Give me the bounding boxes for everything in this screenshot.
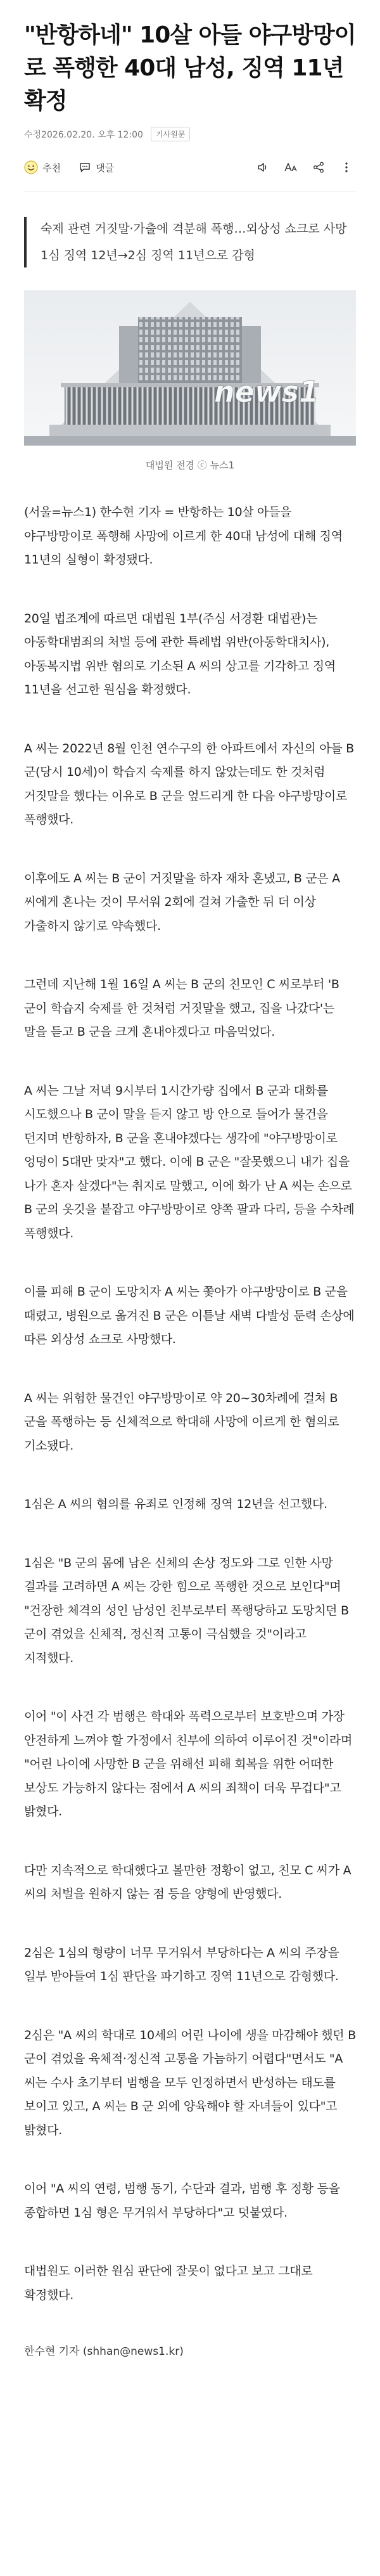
- body-paragraph: A 씨는 위험한 물건인 야구방망이로 약 20~30차례에 걸쳐 B 군을 폭행하는 등 신체적으로 학대해 사망에 이르게 한 혐의로 기소됐다.: [24, 1391, 339, 1453]
- recommend-button[interactable]: [24, 160, 61, 174]
- body-paragraph: A 씨는 그날 저녁 9시부터 1시간가량 집에서 B 군과 대화를 시도했으나 B 군이 말을 듣지 않고 방 안으로 들어가 물건을 던지며 반항하자, B 군을 혼내야겠다는 생각에 "야구방망이로 엉덩이 5대만 맞자"고 했다. 이에 B 군은 "잘못했으니 내가 집을 나가 혼자 살겠다"는 취지로 말했고, 이에 화가 난 A 씨는 손으로 B 군의 옷깃을 붙잡고 야구방망이로 양쪽 팔과 다리, 등을 수차례 폭행했다.: [24, 1083, 355, 1240]
- watermark-text: news1: [214, 375, 319, 409]
- body-paragraph: 다만 지속적으로 학대했다고 볼만한 정황이 없고, 친모 C 씨가 A 씨의 처벌을 원하지 않는 점 등을 양형에 반영했다.: [24, 1863, 352, 1901]
- smile-icon: [24, 160, 38, 174]
- font-size-icon: [284, 161, 298, 174]
- article-meta: [0, 118, 380, 141]
- recommend-label: 추천: [42, 162, 61, 174]
- comment-button[interactable]: [79, 161, 114, 174]
- more-icon: [340, 161, 353, 174]
- font-size-button[interactable]: [281, 158, 300, 177]
- comment-label: 댓글: [95, 162, 114, 174]
- body-paragraph: 그런데 지난해 1월 16일 A 씨는 B 군의 친모인 C 씨로부터 'B 군이 학습지 숙제를 한 것처럼 거짓말을 했고, 집을 나갔다'는 말을 듣고 B 군을 크게 혼내야겠다고 마음먹었다.: [24, 977, 339, 1039]
- body-paragraph: (서울=뉴스1) 한수현 기자 = 반항하는 10살 아들을 야구방망이로 폭행해 사망에 이르게 한 40대 남성에 대해 징역 11년의 실형이 확정됐다.: [24, 505, 343, 567]
- article-byline: 한수현 기자 (shhan@news1.kr): [24, 2345, 184, 2358]
- body-paragraph: 이를 피해 B 군이 도망치자 A 씨는 쫓아가 야구방망이로 B 군을 때렸고, 병원으로 옮겨진 B 군은 이튿날 새벽 다발성 둔력 손상에 따른 외상성 쇼크로 사망했다.: [24, 1285, 355, 1346]
- more-button[interactable]: [337, 158, 356, 177]
- body-paragraph: A 씨는 2022년 8월 인천 연수구의 한 아파트에서 자신의 아들 B 군(당시 10세)이 학습지 숙제를 하지 않았는데도 한 것처럼 거짓말을 했다는 이유로 B 군을 엎드리게 한 다음 야구방망이로 폭행했다.: [24, 741, 354, 827]
- article-body: [0, 472, 380, 2358]
- body-paragraph: 이어 "A 씨의 연령, 범행 동기, 수단과 결과, 범행 후 정황 등을 종합하면 1심 형은 무거워서 부당하다"고 덧붙였다.: [24, 2182, 340, 2220]
- body-paragraph: 20일 법조계에 따르면 대법원 1부(주심 서경환 대법관)는 아동학대범죄의 처벌 등에 관한 특례법 위반(아동학대치사), 아동복지법 위반 혐의로 기소된 A 씨의 상고를 기각하고 징역 11년을 선고한 원심을 확정했다.: [24, 611, 336, 697]
- comment-icon: [79, 161, 91, 174]
- share-icon: [312, 161, 325, 174]
- body-paragraph: 1심은 A 씨의 혐의를 유죄로 인정해 징역 12년을 선고했다.: [24, 1497, 327, 1511]
- article-headline: "반항하네" 10살 아들 야구방망이로 폭행한 40대 남성, 징역 11년 확정: [24, 22, 356, 114]
- article-action-bar: [24, 158, 356, 191]
- photo-caption: 대법원 전경 ⓒ 뉴스1: [145, 460, 235, 471]
- speaker-icon: [256, 161, 269, 174]
- news1-watermark: [214, 375, 319, 409]
- summary-line: 1심 징역 12년→2심 징역 11년으로 감형: [41, 248, 255, 262]
- article-summary: [24, 217, 356, 267]
- body-paragraph: 이후에도 A 씨는 B 군이 거짓말을 하자 재차 혼냈고, B 군은 A 씨에게 혼나는 것이 무서워 2회에 걸쳐 가출한 뒤 더 이상 가출하지 않기로 약속했다.: [24, 871, 340, 933]
- summary-line: 숙제 관련 거짓말·가출에 격분해 폭행…외상성 쇼크로 사망: [41, 222, 347, 236]
- article-photo: [24, 290, 356, 472]
- speaker-button[interactable]: [253, 158, 272, 177]
- share-button[interactable]: [309, 158, 328, 177]
- supreme-court-photo: [24, 290, 356, 446]
- original-article-button[interactable]: 기사원문: [151, 127, 190, 141]
- body-paragraph: 대법원도 이러한 원심 판단에 잘못이 없다고 보고 그대로 확정했다.: [24, 2264, 313, 2302]
- body-paragraph: 이어 "이 사건 각 범행은 학대와 폭력으로부터 보호받으며 가장 안전하게 느껴야 할 가정에서 친부에 의하여 이루어진 것"이라며 "어린 나이에 사망한 B 군을 위해선 피해 회복을 위한 어떠한 보상도 가능하지 않다는 점에서 A 씨의 죄책이 더욱 무겁다"고 밝혔다.: [24, 1710, 353, 1819]
- article-timestamp: 수정2026.02.20. 오후 12:00: [24, 129, 143, 140]
- body-paragraph: 2심은 "A 씨의 학대로 10세의 어린 나이에 생을 마감해야 했던 B 군이 겪었을 육체적·정신적 고통을 가늠하기 어렵다"면서도 "A 씨는 수사 초기부터 범행을 모두 인정하면서 반성하는 태도를 보이고 있고, A 씨는 B 군 외에 양육해야 할 자녀들이 있다"고 밝혔다.: [24, 2028, 356, 2137]
- body-paragraph: 2심은 1심의 형량이 너무 무거워서 부당하다는 A 씨의 주장을 일부 받아들여 1심 판단을 파기하고 징역 11년으로 감형했다.: [24, 1945, 339, 1983]
- body-paragraph: 1심은 "B 군의 몸에 남은 신체의 손상 정도와 그로 인한 사망 결과를 고려하면 A 씨는 강한 힘으로 폭행한 것으로 보인다"며 "건장한 체격의 성인 남성인 친부로부터 폭행당하고 도망치던 B 군이 겪었을 신체적, 정신적 고통이 극심했을 것"이라고 지적했다.: [24, 1555, 349, 1665]
